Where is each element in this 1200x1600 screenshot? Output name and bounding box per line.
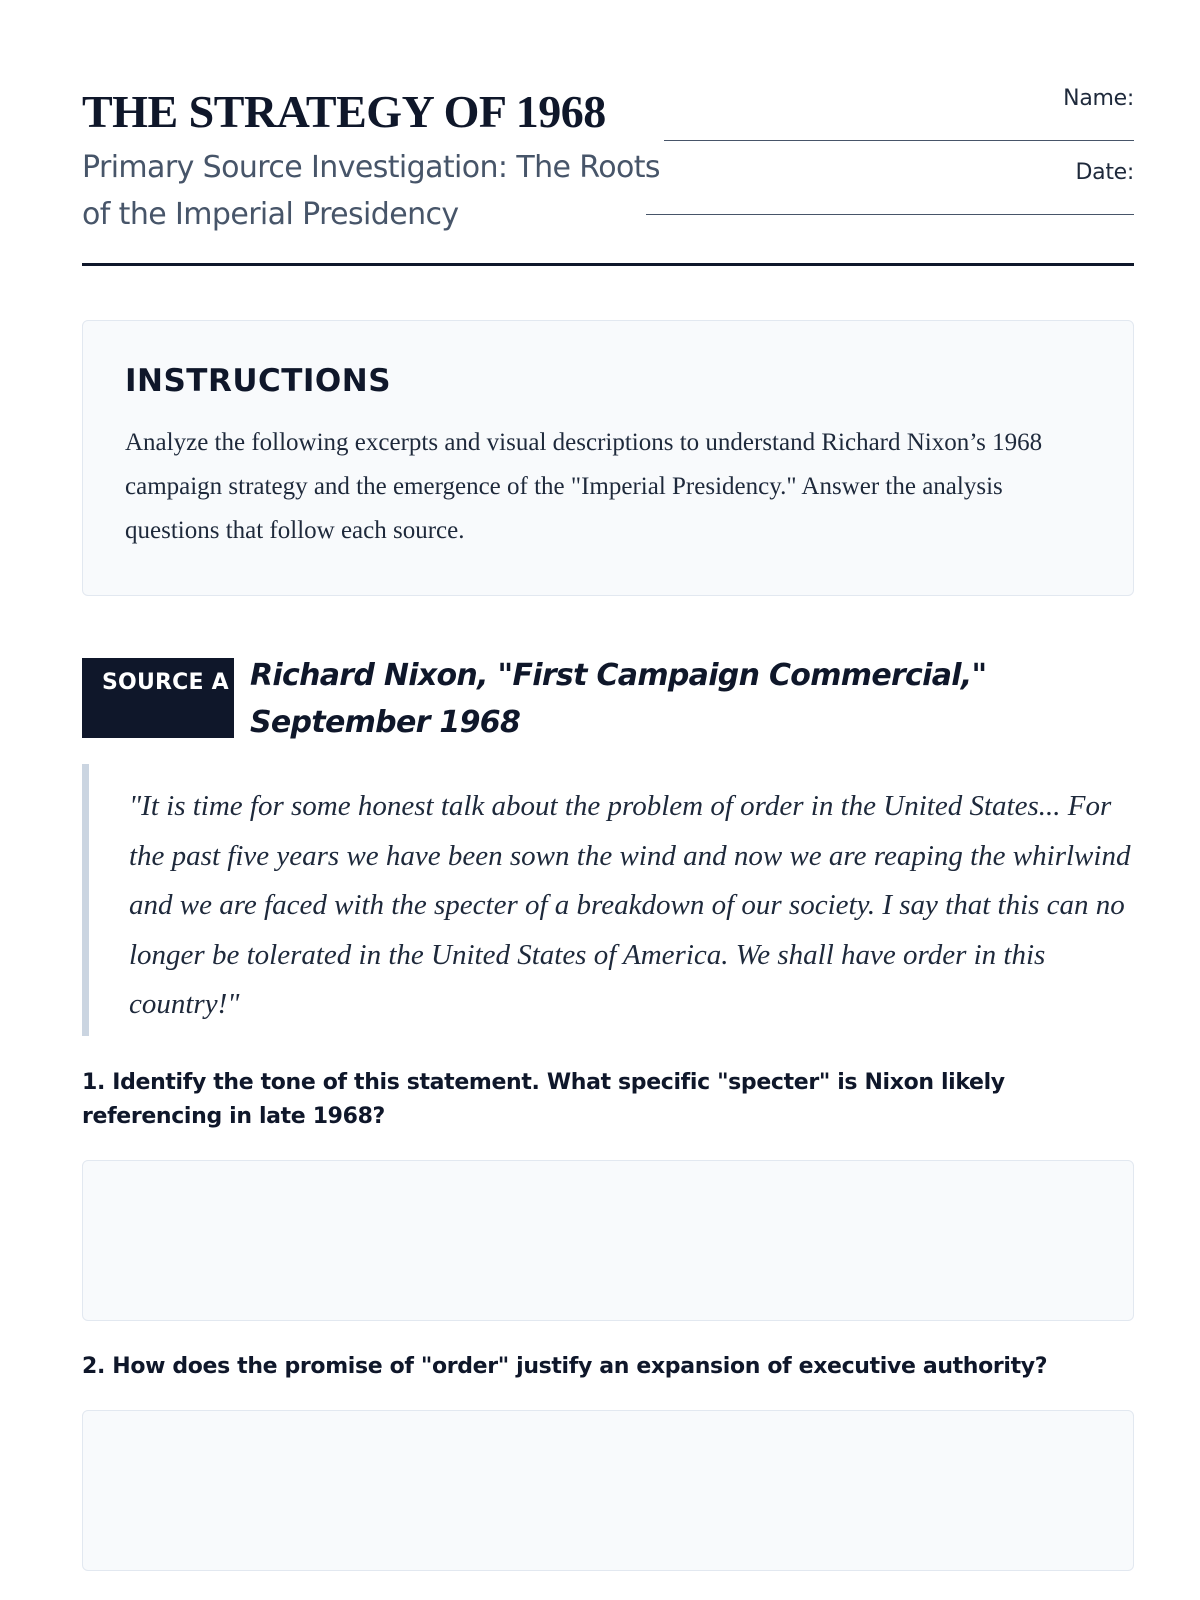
question-2: 2. How does the promise of "order" justify an expansion of executive authority? [82,1354,1048,1379]
date-label: Date: [1075,160,1134,185]
question-1: 1. Identify the tone of this statement. What specific "specter" is Nixon likely referencing in late 1968? [82,1070,1005,1129]
page-title: THE STRATEGY OF 1968 [82,86,606,137]
source-quote: "It is time for some honest talk about the problem of order in the United States... For the past five years we have been sown the wind and now we are reaping the whirlwind and we are faced with the specter of a breakdown of our society. I say that this can no longer be tolerated in the United States of America. We shall have order in this country!" [82,764,1134,1036]
answer-box-2[interactable] [82,1410,1134,1571]
worksheet-page [82,0,1134,1379]
answer-box-1[interactable] [82,1160,1134,1321]
page-subtitle: Primary Source Investigation: The Roots of the Imperial Presidency [82,150,660,232]
worksheet-header [82,0,1134,266]
date-field[interactable] [646,214,1134,215]
source-badge: SOURCE A [82,658,234,738]
name-field[interactable] [664,140,1134,141]
instructions-box [82,320,1134,596]
source-title: Richard Nixon, "First Campaign Commercial," September 1968 [250,658,987,740]
instructions-heading: INSTRUCTIONS [125,363,392,399]
name-label: Name: [1063,86,1134,111]
instructions-text: Analyze the following excerpts and visual descriptions to understand Richard Nixon’s 1968 campaign strategy and the emergence of the "Imperial Presidency." Answer the analysis questions that follow each source. [125,429,1043,544]
